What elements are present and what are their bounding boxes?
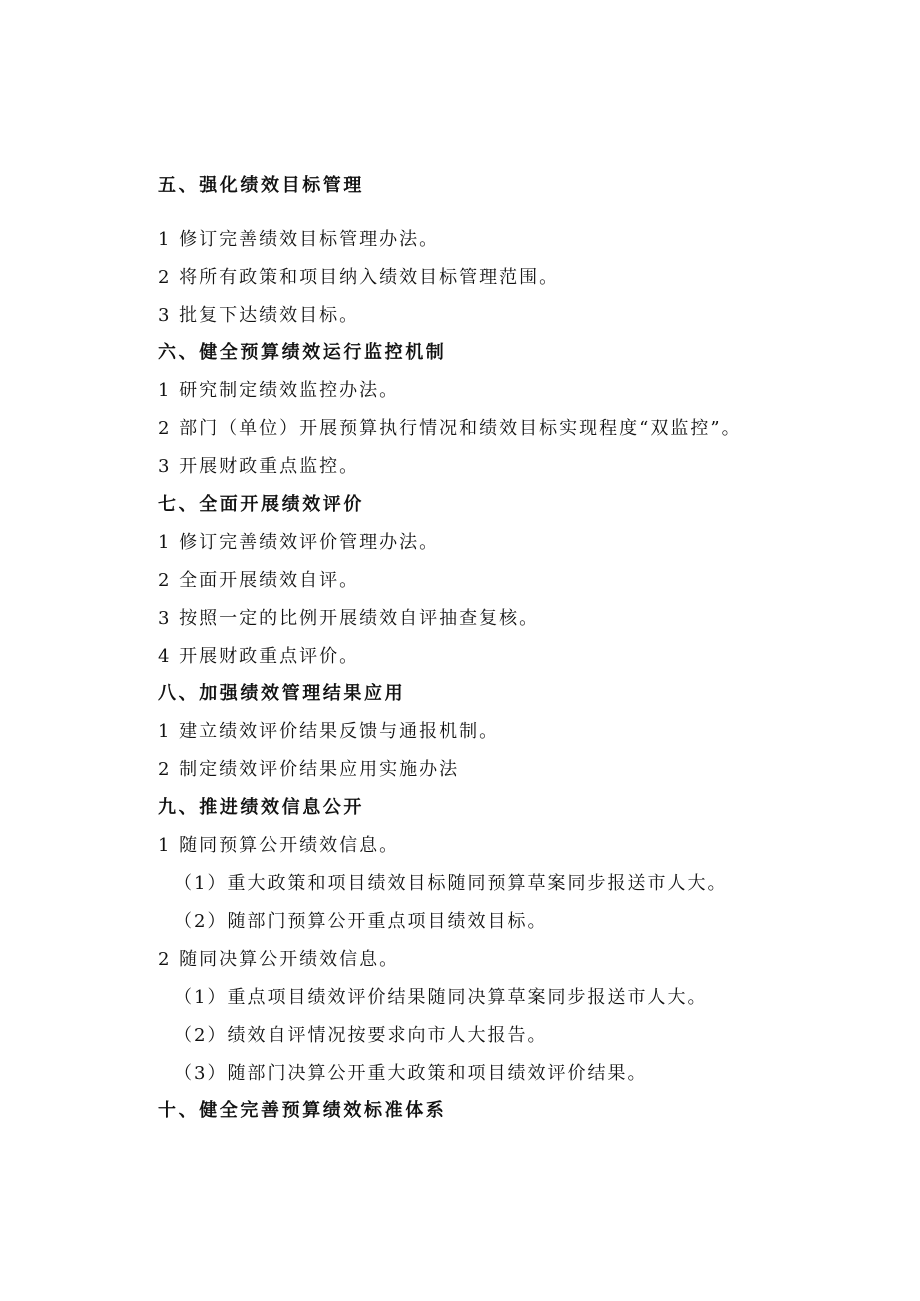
sub-list-item: （2）绩效自评情况按要求向市人大报告。 (174, 1025, 548, 1046)
section-heading-10: 十、健全完善预算绩效标准体系 (158, 1100, 447, 1121)
list-item: 2 部门（单位）开展预算执行情况和绩效目标实现程度“双监控”。 (158, 418, 742, 439)
section-heading-8: 八、加强绩效管理结果应用 (158, 683, 406, 704)
sub-list-item: （1）重点项目绩效评价结果随同决算草案同步报送市人大。 (174, 987, 708, 1008)
list-item: 1 修订完善绩效目标管理办法。 (158, 229, 440, 250)
list-item: 1 研究制定绩效监控办法。 (158, 380, 400, 401)
section-heading-7: 七、全面开展绩效评价 (158, 494, 364, 515)
sub-list-item: （1）重大政策和项目绩效目标随同预算草案同步报送市人大。 (174, 873, 728, 894)
list-item: 4 开展财政重点评价。 (158, 646, 360, 667)
list-item: 2 将所有政策和项目纳入绩效目标管理范围。 (158, 267, 560, 288)
list-item: 3 批复下达绩效目标。 (158, 305, 360, 326)
list-item: 1 修订完善绩效评价管理办法。 (158, 532, 440, 553)
list-item: 2 随同决算公开绩效信息。 (158, 949, 400, 970)
section-heading-5: 五、强化绩效目标管理 (158, 175, 364, 196)
sub-list-item: （2）随部门预算公开重点项目绩效目标。 (174, 911, 548, 932)
sub-list-item: （3）随部门决算公开重大政策和项目绩效评价结果。 (174, 1063, 648, 1084)
section-heading-6: 六、健全预算绩效运行监控机制 (158, 342, 447, 363)
list-item: 3 开展财政重点监控。 (158, 456, 360, 477)
list-item: 3 按照一定的比例开展绩效自评抽查复核。 (158, 608, 540, 629)
list-item: 2 制定绩效评价结果应用实施办法 (158, 759, 460, 780)
list-item: 1 建立绩效评价结果反馈与通报机制。 (158, 721, 500, 742)
section-heading-9: 九、推进绩效信息公开 (158, 797, 364, 818)
list-item: 1 随同预算公开绩效信息。 (158, 835, 400, 856)
list-item: 2 全面开展绩效自评。 (158, 570, 360, 591)
